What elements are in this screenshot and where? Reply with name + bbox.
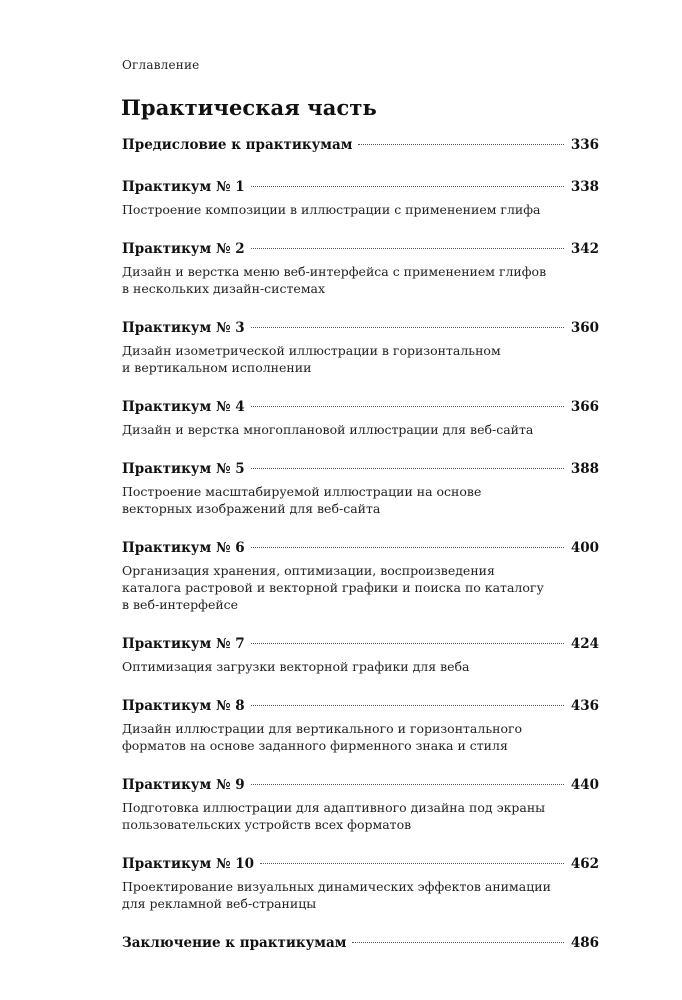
- toc-entry-description-line: Подготовка иллюстрации для адаптивного дизайна под экраны: [122, 800, 546, 815]
- toc-entry[interactable]: [122, 396, 599, 438]
- toc-entry-page-number[interactable]: 342: [570, 241, 599, 257]
- toc-entry[interactable]: [122, 176, 599, 218]
- toc-entry[interactable]: [122, 633, 599, 675]
- toc-entry-line[interactable]: [122, 853, 599, 875]
- dot-leader: [251, 248, 564, 249]
- toc-entry-line[interactable]: [122, 396, 599, 418]
- dot-leader: [251, 784, 564, 785]
- toc-entry-page-number[interactable]: 436: [570, 698, 599, 714]
- toc-entry[interactable]: [122, 695, 599, 754]
- toc-entry[interactable]: [122, 537, 599, 613]
- toc-entry-description-line: Проектирование визуальных динамических эффектов анимации: [122, 879, 551, 894]
- toc-entry-line[interactable]: [122, 537, 599, 559]
- toc-entry-page-number[interactable]: 424: [570, 636, 599, 652]
- dot-leader: [358, 144, 563, 145]
- toc-entry-description-line: в веб-интерфейсе: [122, 597, 239, 612]
- toc-entry-page-number[interactable]: 486: [570, 935, 599, 951]
- toc-entry-line[interactable]: [122, 317, 599, 339]
- toc-entry-title[interactable]: Практикум № 10: [122, 856, 255, 872]
- toc-entry-description-line: Дизайн иллюстрации для вертикального и горизонтального: [122, 721, 523, 736]
- toc-entry-description: [122, 263, 599, 297]
- toc-entry-description: [122, 562, 599, 613]
- toc-entry-description-line: Дизайн и верстка многоплановой иллюстрации для веб-сайта: [122, 422, 534, 437]
- toc-entry-title[interactable]: Практикум № 3: [122, 320, 245, 336]
- toc-entry-page-number[interactable]: 400: [570, 540, 599, 556]
- toc-entry-description-line: Построение композиции в иллюстрации с применением глифа: [122, 202, 541, 217]
- toc-entry-page-number[interactable]: 360: [570, 320, 599, 336]
- dot-leader: [251, 468, 564, 469]
- dot-leader: [251, 547, 564, 548]
- toc-entry-line[interactable]: [122, 633, 599, 655]
- dot-leader: [251, 705, 564, 706]
- toc-entry-line[interactable]: [122, 774, 599, 796]
- toc-entry[interactable]: [122, 134, 599, 156]
- dot-leader: [352, 942, 563, 943]
- toc-entry-page-number[interactable]: 440: [570, 777, 599, 793]
- toc-entry-page-number[interactable]: 338: [570, 179, 599, 195]
- toc-entry-title[interactable]: Практикум № 8: [122, 698, 245, 714]
- running-header: Оглавление: [122, 58, 200, 72]
- toc-entry-title[interactable]: Заключение к практикумам: [122, 935, 347, 951]
- dot-leader: [251, 327, 564, 328]
- toc-entry-description-line: Дизайн изометрической иллюстрации в горизонтальном: [122, 343, 501, 358]
- toc-entry-description: [122, 342, 599, 376]
- toc-entry[interactable]: [122, 774, 599, 833]
- table-of-contents: [122, 134, 599, 974]
- toc-entry-title[interactable]: Практикум № 1: [122, 179, 245, 195]
- toc-entry-description: [122, 483, 599, 517]
- toc-entry[interactable]: [122, 317, 599, 376]
- toc-entry-description-line: и вертикальном исполнении: [122, 360, 312, 375]
- toc-entry-description-line: каталога растровой и векторной графики и поиска по каталогу: [122, 580, 544, 595]
- toc-entry-description: [122, 658, 599, 675]
- dot-leader: [260, 863, 564, 864]
- toc-entry[interactable]: [122, 238, 599, 297]
- toc-entry[interactable]: [122, 932, 599, 954]
- toc-entry-title[interactable]: Практикум № 7: [122, 636, 245, 652]
- toc-entry-description-line: Дизайн и верстка меню веб-интерфейса с применением глифов: [122, 264, 547, 279]
- toc-entry-page-number[interactable]: 462: [570, 856, 599, 872]
- toc-entry-description: [122, 878, 599, 912]
- toc-entry-page-number[interactable]: 336: [570, 137, 599, 153]
- toc-entry-line[interactable]: [122, 932, 599, 954]
- toc-entry-description-line: в нескольких дизайн-системах: [122, 281, 326, 296]
- dot-leader: [251, 186, 564, 187]
- toc-entry[interactable]: [122, 853, 599, 912]
- toc-entry-title[interactable]: Предисловие к практикумам: [122, 137, 353, 153]
- toc-entry-description-line: векторных изображений для веб-сайта: [122, 501, 381, 516]
- dot-leader: [251, 643, 564, 644]
- toc-entry-title[interactable]: Практикум № 6: [122, 540, 245, 556]
- toc-entry-description: [122, 421, 599, 438]
- toc-entry-line[interactable]: [122, 176, 599, 198]
- toc-entry-description-line: Оптимизация загрузки векторной графики для веба: [122, 659, 470, 674]
- toc-entry-line[interactable]: [122, 238, 599, 260]
- toc-entry-line[interactable]: [122, 695, 599, 717]
- toc-entry-title[interactable]: Практикум № 2: [122, 241, 245, 257]
- toc-entry-description-line: Организация хранения, оптимизации, воспроизведения: [122, 563, 495, 578]
- toc-entry-description-line: Построение масштабируемой иллюстрации на основе: [122, 484, 482, 499]
- toc-entry-line[interactable]: [122, 134, 599, 156]
- toc-entry-description-line: пользовательских устройств всех форматов: [122, 817, 412, 832]
- toc-entry-page-number[interactable]: 388: [570, 461, 599, 477]
- toc-entry-description-line: для рекламной веб-страницы: [122, 896, 317, 911]
- toc-entry-title[interactable]: Практикум № 5: [122, 461, 245, 477]
- toc-entry[interactable]: [122, 458, 599, 517]
- toc-entry-title[interactable]: Практикум № 9: [122, 777, 245, 793]
- dot-leader: [251, 406, 564, 407]
- toc-entry-description: [122, 201, 599, 218]
- section-title: Практическая часть: [121, 95, 377, 120]
- toc-entry-line[interactable]: [122, 458, 599, 480]
- toc-entry-description: [122, 799, 599, 833]
- toc-entry-title[interactable]: Практикум № 4: [122, 399, 245, 415]
- toc-entry-page-number[interactable]: 366: [570, 399, 599, 415]
- toc-entry-description-line: форматов на основе заданного фирменного знака и стиля: [122, 738, 508, 753]
- toc-entry-description: [122, 720, 599, 754]
